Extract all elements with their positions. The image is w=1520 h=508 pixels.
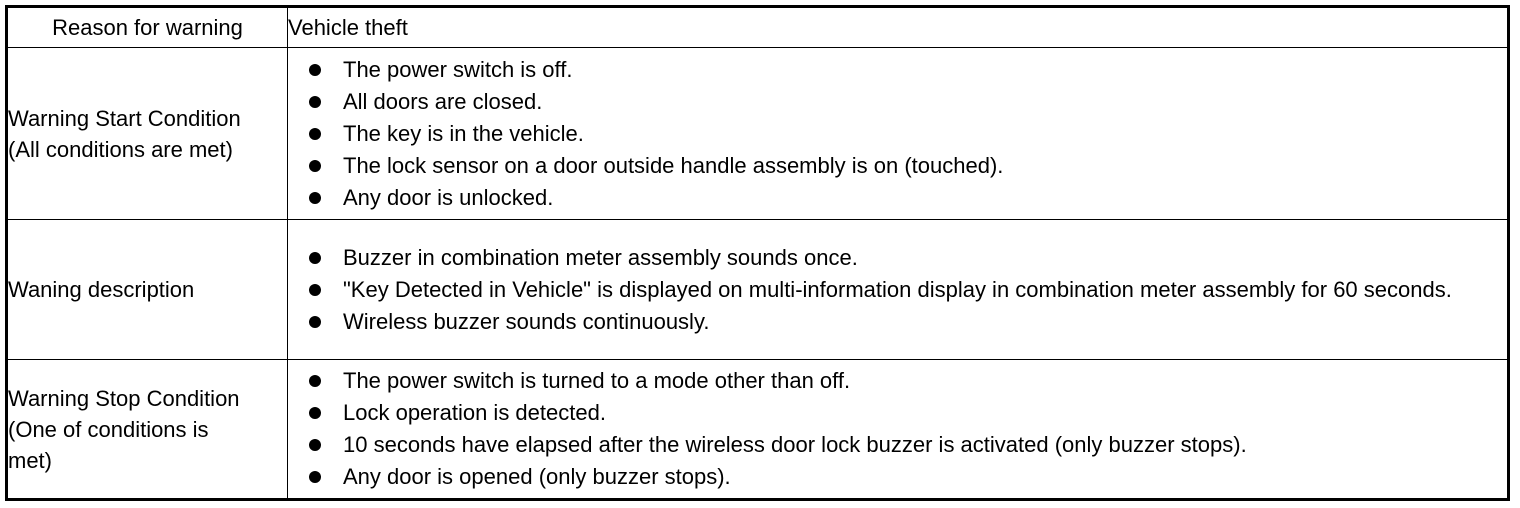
list-item	[288, 242, 1507, 274]
row-label-line: (All conditions are met)	[8, 136, 233, 162]
list-item-text: Lock operation is detected.	[343, 400, 606, 425]
row-label-warning-start-condition	[7, 48, 288, 220]
row-label-waning-description	[7, 220, 288, 360]
bullet-dot-icon	[309, 192, 321, 204]
list-item	[288, 86, 1507, 118]
list-item-text: All doors are closed.	[343, 88, 543, 114]
list-item-text: Any door is unlocked.	[343, 184, 554, 210]
list-item	[288, 54, 1507, 86]
list-item-text: Any door is opened (only buzzer stops).	[343, 464, 731, 489]
list-item-text: The power switch is turned to a mode other than off.	[343, 368, 851, 393]
row-items-warning-stop-condition	[288, 360, 1509, 500]
bullet-dot-icon	[309, 375, 321, 387]
bullet-dot-icon	[309, 64, 321, 76]
bullet-dot-icon	[309, 407, 321, 419]
bullet-dot-icon	[309, 96, 321, 108]
list-item	[288, 365, 1507, 397]
description-list	[288, 239, 1507, 341]
table-row-warning-stop-condition	[7, 360, 1509, 500]
row-label-warning-stop-condition	[7, 360, 288, 500]
bullet-dot-icon	[309, 252, 321, 264]
row-items-waning-description	[288, 220, 1509, 360]
list-item-text: Wireless buzzer sounds continuously.	[343, 308, 710, 334]
row-label-line: Warning Stop Condition	[8, 385, 240, 411]
list-item-text: Buzzer in combination meter assembly sounds once.	[343, 244, 858, 270]
list-item	[288, 461, 1507, 493]
table-row-warning-start-condition	[7, 48, 1509, 220]
list-item-text: 10 seconds have elapsed after the wireless door lock buzzer is activated (only buzzer stops).	[343, 432, 1247, 457]
list-item-text: The power switch is off.	[343, 56, 573, 82]
header-reason-for-warning: Reason for warning	[7, 7, 288, 48]
bullet-dot-icon	[309, 160, 321, 172]
table-row-waning-description	[7, 220, 1509, 360]
row-items-warning-start-condition	[288, 48, 1509, 220]
row-label-line: met)	[8, 447, 52, 473]
bullet-dot-icon	[309, 471, 321, 483]
row-label-line: Waning description	[8, 277, 195, 302]
condition-list	[288, 51, 1507, 217]
row-label-line: Warning Start Condition	[8, 105, 241, 131]
list-item-text: The key is in the vehicle.	[343, 120, 584, 146]
warning-table	[5, 5, 1510, 501]
list-item-text: "Key Detected in Vehicle" is displayed on multi-information display in combination meter assembly for 60 seconds.	[343, 276, 1452, 302]
list-item	[288, 397, 1507, 429]
row-label-line: (One of conditions is	[8, 416, 209, 442]
list-item	[288, 306, 1507, 338]
stop-condition-list	[288, 362, 1507, 496]
list-item	[288, 182, 1507, 214]
bullet-dot-icon	[309, 316, 321, 328]
bullet-dot-icon	[309, 128, 321, 140]
bullet-dot-icon	[309, 439, 321, 451]
list-item	[288, 274, 1507, 306]
header-vehicle-theft: Vehicle theft	[288, 7, 1509, 48]
table-header-row	[7, 7, 1509, 48]
list-item-text: The lock sensor on a door outside handle assembly is on (touched).	[343, 152, 1004, 178]
list-item	[288, 150, 1507, 182]
list-item	[288, 429, 1507, 461]
bullet-dot-icon	[309, 284, 321, 296]
list-item	[288, 118, 1507, 150]
